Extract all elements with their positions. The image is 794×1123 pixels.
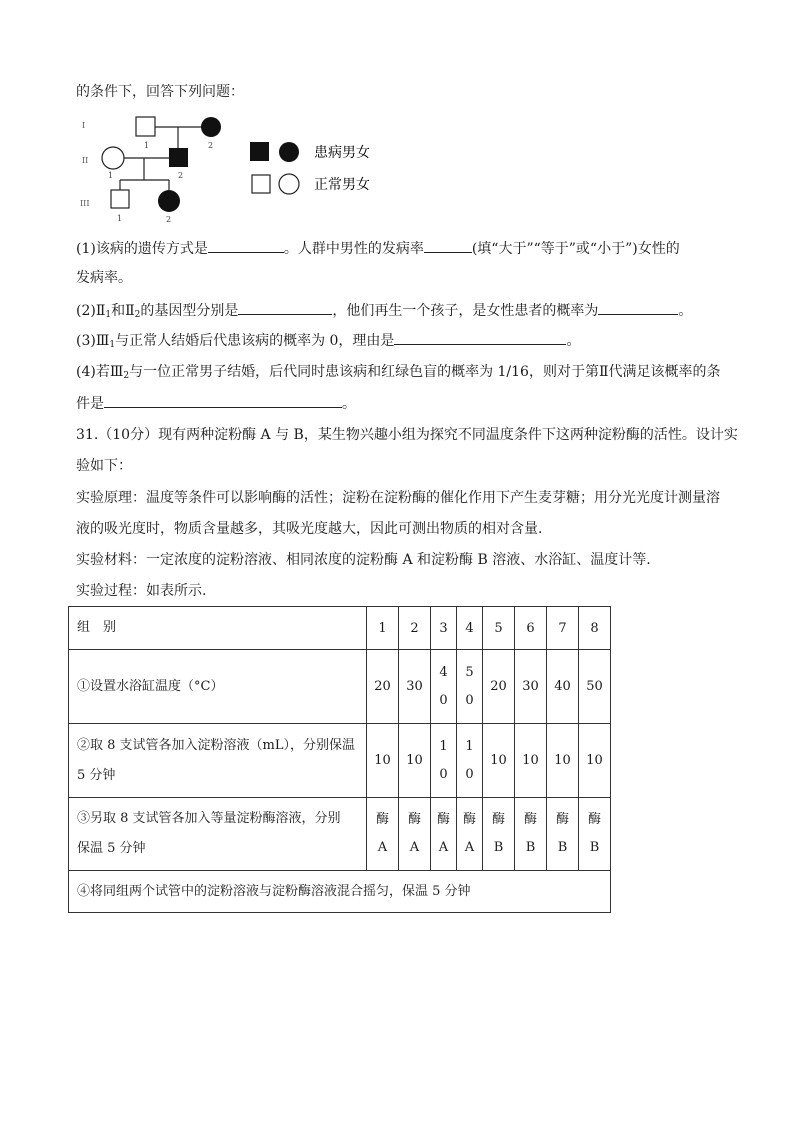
question-4-line-1 <box>76 362 720 386</box>
row3-label-line-2: 保温 5 分钟 <box>77 841 146 856</box>
q31-materials: 实验材料：一定浓度的淀粉溶液、相同浓度的淀粉酶 A 和淀粉酶 B 溶液、水浴缸、温度计等. <box>76 552 651 568</box>
group-cell: 5 <box>483 607 515 650</box>
row3-cell <box>579 798 611 871</box>
q3-blank[interactable] <box>394 330 566 345</box>
q1-blank-1[interactable] <box>208 238 284 253</box>
row3-cell-bottom: B <box>589 840 600 855</box>
row2-label-line-1: ②取 8 支试管各加入淀粉溶液（mL），分别保温 <box>77 737 355 753</box>
row3-cell-bottom: A <box>464 840 475 855</box>
q4-blank[interactable] <box>104 393 342 408</box>
question-4-line-2 <box>76 393 356 414</box>
row4-text: ④将同组两个试管中的淀粉溶液与淀粉酶溶液混合摇匀，保温 5 分钟 <box>69 871 611 913</box>
question-2 <box>76 300 692 325</box>
gen1-num-2: 2 <box>208 141 214 150</box>
row3-cell-top: 酶 <box>407 812 421 827</box>
intro-text: 的条件下，回答下列问题： <box>76 84 244 100</box>
q4-text-c: 件是 <box>76 396 104 412</box>
row3-cell <box>483 798 515 871</box>
q31-principle-2: 液的吸光度时，物质含量越多，其吸光度越大，因此可测出物质的相对含量. <box>76 521 543 537</box>
table-row-starch <box>69 724 611 798</box>
q2-sub-2: 2 <box>134 310 141 320</box>
group-cell: 4 <box>457 607 483 650</box>
row3-cell <box>457 798 483 871</box>
row3-cell-bottom: B <box>525 840 536 855</box>
row3-cell-bottom: A <box>409 840 420 855</box>
q3-sub-1: 1 <box>109 340 116 350</box>
row2-cell: 10 <box>367 724 399 798</box>
gen3-num-1: 1 <box>117 214 123 223</box>
q31-principle-1: 实验原理：温度等条件可以影响酶的活性；淀粉在淀粉酶的催化作用下产生麦芽糖；用分光光度计测量溶 <box>76 490 720 506</box>
gen-label-3: III <box>80 199 90 208</box>
row3-cell <box>367 798 399 871</box>
q2-text-b: 和Ⅱ <box>111 303 135 319</box>
row3-cell-bottom: B <box>493 840 504 855</box>
pedigree-chart <box>74 108 404 228</box>
legend-normal-male <box>252 175 270 193</box>
row3-cell-bottom: A <box>438 840 449 855</box>
q1-text-a: (1)该病的遗传方式是 <box>76 241 208 257</box>
row2-cell: 10 <box>515 724 547 798</box>
question-1-line-2: 发病率。 <box>76 270 132 286</box>
legend-affected-label: 患病男女 <box>314 145 370 161</box>
header-label-cell: 组 别 <box>69 607 367 650</box>
question-3 <box>76 330 580 355</box>
q3-text-c: 。 <box>566 333 581 349</box>
row2-cell-bottom: 0 <box>465 766 474 782</box>
group-cell: 1 <box>367 607 399 650</box>
q4-text-a: (4)若Ⅲ <box>76 364 124 380</box>
q1-blank-2[interactable] <box>424 238 472 253</box>
row1-cell-bottom: 0 <box>439 692 448 708</box>
row2-cell <box>431 724 457 798</box>
row1-label: ①设置水浴缸温度（°C） <box>69 650 367 724</box>
q1-text-c: (填“大于”“等于”或“小于”)女性的 <box>471 241 680 257</box>
gen1-male-normal <box>136 117 155 136</box>
row1-cell <box>431 650 457 724</box>
question-1-line-1 <box>76 238 680 259</box>
row2-label <box>69 724 367 798</box>
row2-cell: 10 <box>399 724 431 798</box>
q4-sub-1: 2 <box>123 371 130 381</box>
q2-text-c: 的基因型分别是 <box>140 303 239 319</box>
q2-text-d: ，他们再生一个孩子，是女性患者的概率为 <box>332 303 599 319</box>
row3-cell <box>515 798 547 871</box>
row1-cell: 20 <box>367 650 399 724</box>
table-row-mix <box>69 871 611 913</box>
gen3-female-affected <box>158 190 180 212</box>
group-cell: 7 <box>547 607 579 650</box>
q2-blank-1[interactable] <box>238 300 332 315</box>
group-cell: 3 <box>431 607 457 650</box>
gen2-female-normal <box>102 147 124 169</box>
row3-cell <box>399 798 431 871</box>
row3-cell-top: 酶 <box>555 812 569 827</box>
table-row-temperature <box>69 650 611 724</box>
gen1-female-affected <box>201 117 221 137</box>
q2-text-a: (2)Ⅱ <box>76 303 106 319</box>
row3-cell <box>431 798 457 871</box>
q4-text-d: 。 <box>342 396 356 412</box>
gen-label-1: I <box>82 121 86 130</box>
gen3-num-2: 2 <box>166 215 172 224</box>
q1-text-b: 。人群中男性的发病率 <box>283 241 424 257</box>
row3-label <box>69 798 367 871</box>
row1-cell-top: 4 <box>439 664 448 680</box>
row1-cell <box>457 650 483 724</box>
row3-cell-bottom: B <box>557 840 568 855</box>
gen1-num-1: 1 <box>144 141 150 150</box>
row3-cell-top: 酶 <box>436 812 450 827</box>
row3-cell-bottom: A <box>377 840 388 855</box>
gen3-male-normal <box>111 190 129 208</box>
group-cell: 2 <box>399 607 431 650</box>
legend-normal-label: 正常男女 <box>314 177 370 193</box>
row1-cell: 30 <box>399 650 431 724</box>
gen2-male-affected <box>169 148 188 167</box>
row3-cell <box>547 798 579 871</box>
gen2-num-2: 2 <box>178 171 184 180</box>
legend-affected-male <box>250 142 269 161</box>
row3-cell-top: 酶 <box>587 812 601 827</box>
row1-cell-top: 5 <box>465 664 474 680</box>
gen-label-2: II <box>82 156 89 165</box>
row3-cell-top: 酶 <box>491 812 505 827</box>
q3-text-a: (3)Ⅲ <box>76 333 110 349</box>
row2-cell-top: 1 <box>439 738 448 754</box>
row2-label-line-2: 5 分钟 <box>77 767 116 783</box>
gen2-num-1: 1 <box>108 171 114 180</box>
q2-sub-1: 1 <box>105 310 112 320</box>
row2-cell: 10 <box>547 724 579 798</box>
legend-normal-female <box>279 174 299 194</box>
q4-text-b: 与一位正常男子结婚，后代同时患该病和红绿色盲的概率为 1/16，则对于第Ⅱ代满足该概率的条 <box>129 364 721 380</box>
q2-blank-2[interactable] <box>598 300 678 315</box>
row3-cell-top: 酶 <box>523 812 537 827</box>
row1-cell: 50 <box>579 650 611 724</box>
table-header-row <box>69 607 611 650</box>
row2-cell-bottom: 0 <box>439 766 448 782</box>
legend-affected-female <box>279 142 299 162</box>
row2-cell <box>457 724 483 798</box>
row1-cell: 30 <box>515 650 547 724</box>
row2-cell: 10 <box>483 724 515 798</box>
row3-label-line-1: ③另取 8 支试管各加入等量淀粉酶溶液，分别 <box>77 811 341 826</box>
row1-cell: 40 <box>547 650 579 724</box>
experiment-table <box>68 606 611 913</box>
row3-cell-top: 酶 <box>375 812 389 827</box>
q31-line-2: 验如下： <box>76 458 132 474</box>
row1-cell-bottom: 0 <box>465 692 474 708</box>
pedigree-svg <box>74 108 404 228</box>
row3-cell-top: 酶 <box>462 812 476 827</box>
group-cell: 6 <box>515 607 547 650</box>
table-row-enzyme <box>69 798 611 871</box>
group-cell: 8 <box>579 607 611 650</box>
row2-cell: 10 <box>579 724 611 798</box>
q31-line-1: 31.（10分）现有两种淀粉酶 A 与 B，某生物兴趣小组为探究不同温度条件下这两种淀粉酶的活性。设计实 <box>76 427 738 443</box>
q31-procedure: 实验过程：如表所示. <box>76 583 207 599</box>
q3-text-b: 与正常人结婚后代患该病的概率为 0，理由是 <box>115 333 395 349</box>
row1-cell: 20 <box>483 650 515 724</box>
q2-text-e: 。 <box>678 303 693 319</box>
row2-cell-top: 1 <box>465 738 474 754</box>
